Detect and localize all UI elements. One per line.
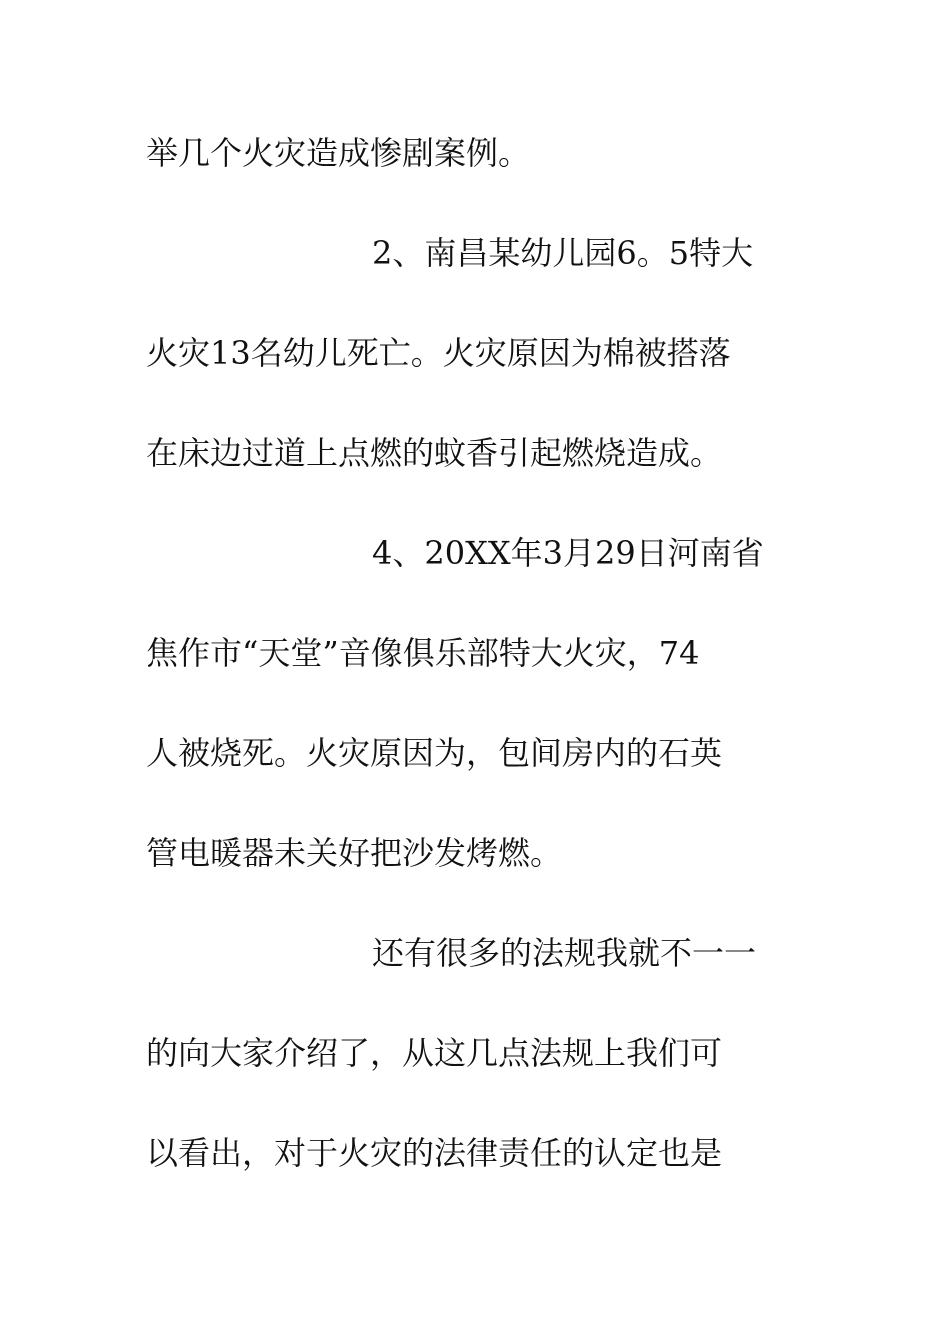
- text-line-3: 火灾13名幼儿死亡。火灾原因为棉被搭落: [146, 334, 731, 372]
- text-line-8: 管电暖器未关好把沙发烤燃。: [146, 834, 563, 872]
- text-line-7: 人被烧死。火灾原因为，包间房内的石英: [146, 734, 723, 772]
- text-line-10: 的向大家介绍了，从这几点法规上我们可: [146, 1034, 723, 1072]
- text-line-5: 4、20XX年3月29日河南省: [372, 534, 764, 572]
- text-line-6: 焦作市“天堂”音像俱乐部特大火灾，74: [146, 634, 700, 672]
- text-line-4: 在床边过道上点燃的蚊香引起燃烧造成。: [146, 434, 723, 472]
- text-line-1: 举几个火灾造成惨剧案例。: [146, 134, 531, 172]
- text-line-2: 2、南昌某幼儿园6。5特大: [372, 234, 754, 272]
- text-line-9: 还有很多的法规我就不一一: [372, 934, 757, 972]
- text-line-11: 以看出，对于火灾的法律责任的认定也是: [146, 1134, 723, 1172]
